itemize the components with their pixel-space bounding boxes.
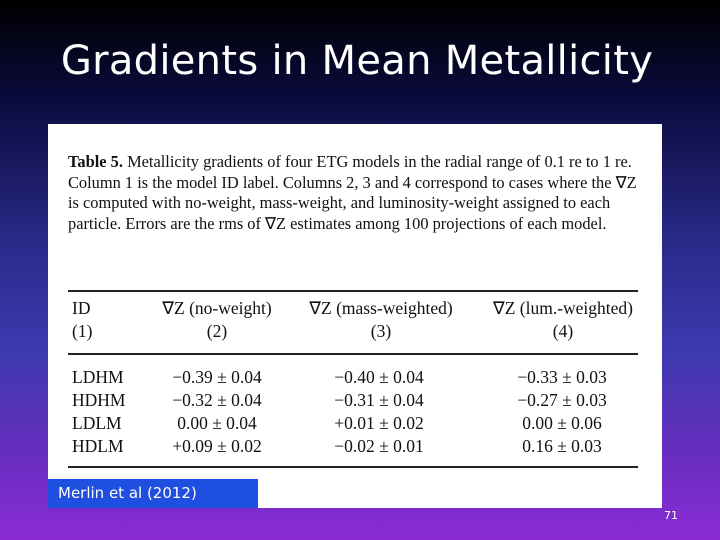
table-caption — [68, 152, 640, 234]
header-no-weight: ∇Z (no-weight) — [162, 298, 272, 318]
column-number-3: (3) — [370, 321, 392, 341]
table-figure — [48, 124, 662, 508]
slide-title: Gradients in Mean Metallicity — [60, 38, 654, 84]
header-mass-weighted: ∇Z (mass-weighted) — [309, 298, 453, 318]
cell-mass-weighted: +0.01 ± 0.02 — [334, 413, 424, 433]
cell-no-weight: −0.32 ± 0.04 — [172, 390, 262, 410]
column-number-2: (2) — [206, 321, 228, 341]
cell-no-weight: −0.39 ± 0.04 — [172, 367, 262, 387]
cell-id: HDHM — [72, 390, 126, 410]
page-number: 71 — [664, 509, 678, 522]
table-top-rule — [68, 290, 638, 292]
cell-mass-weighted: −0.31 ± 0.04 — [334, 390, 424, 410]
cell-no-weight: 0.00 ± 0.04 — [177, 413, 257, 433]
column-number-1: (1) — [72, 321, 93, 341]
cell-id: HDLM — [72, 436, 124, 456]
header-lum-weighted: ∇Z (lum.-weighted) — [493, 298, 633, 318]
table-header-rule — [68, 353, 638, 355]
cell-id: LDLM — [72, 413, 122, 433]
cell-no-weight: +0.09 ± 0.02 — [172, 436, 262, 456]
cell-mass-weighted: −0.02 ± 0.01 — [334, 436, 424, 456]
cell-id: LDHM — [72, 367, 124, 387]
cell-lum-weighted: −0.33 ± 0.03 — [517, 367, 607, 387]
table-bottom-rule — [68, 466, 638, 468]
caption-text: Metallicity gradients of four ETG models in the radial range of 0.1 re to 1 re. Column 1 is the model ID label. Columns 2, 3 and 4 correspond to cases where the ∇Z is computed with no-weight, mass-weight, and luminosity-weight assigned to each particle. Errors are the rms of ∇Z estimates among 100 projections of each model. — [68, 152, 637, 233]
cell-mass-weighted: −0.40 ± 0.04 — [334, 367, 424, 387]
cell-lum-weighted: 0.16 ± 0.03 — [522, 436, 602, 456]
header-id: ID — [72, 298, 91, 318]
cell-lum-weighted: 0.00 ± 0.06 — [522, 413, 602, 433]
cell-lum-weighted: −0.27 ± 0.03 — [517, 390, 607, 410]
caption-label: Table 5. — [68, 152, 123, 171]
column-number-4: (4) — [552, 321, 574, 341]
citation-label: Merlin et al (2012) — [48, 479, 258, 508]
